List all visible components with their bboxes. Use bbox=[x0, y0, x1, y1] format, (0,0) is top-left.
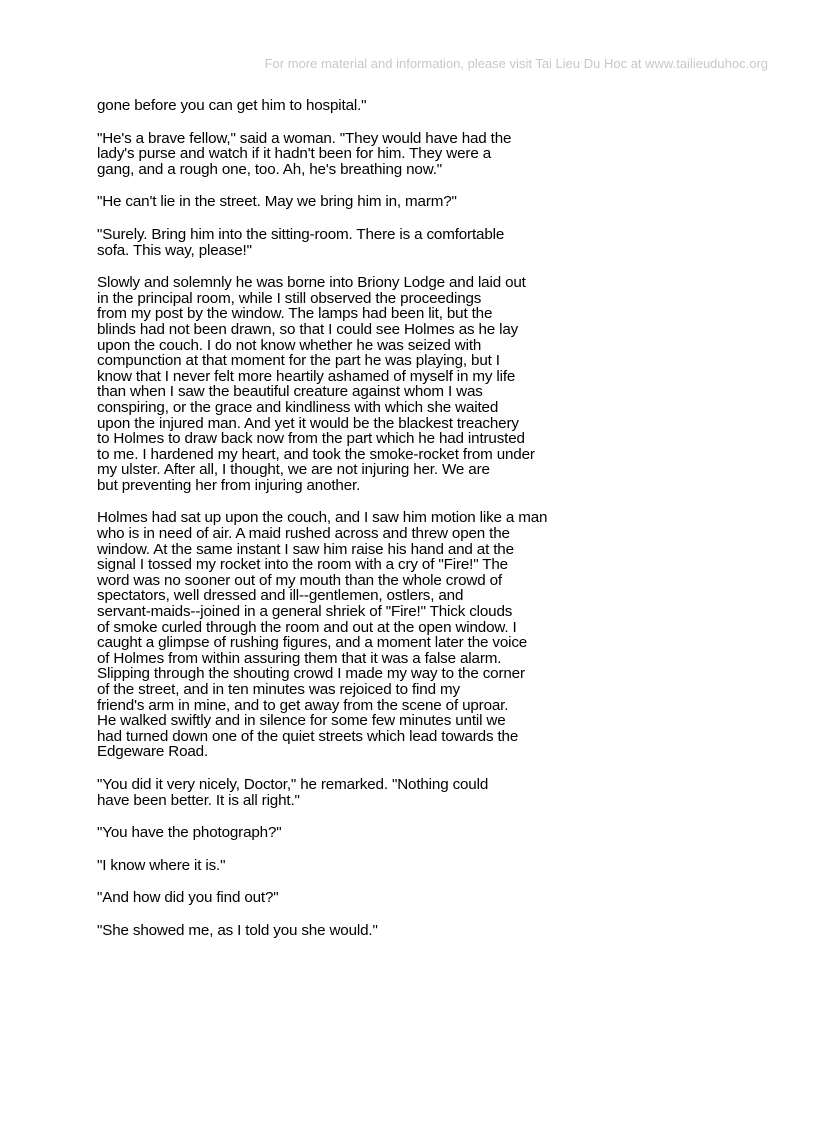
text-line: He walked swiftly and in silence for some few minutes until we bbox=[97, 712, 506, 730]
text-line: have been better. It is all right." bbox=[97, 791, 300, 809]
text-line: spectators, well dressed and ill--gentlemen, ostlers, and bbox=[97, 587, 464, 605]
text-line: "He can't lie in the street. May we bring him in, marm?" bbox=[97, 193, 457, 211]
paragraph bbox=[97, 890, 577, 906]
text-line: Edgeware Road. bbox=[97, 743, 209, 761]
text-line: Holmes had sat up upon the couch, and I saw him motion like a man bbox=[97, 509, 548, 527]
text-line: sofa. This way, please!" bbox=[97, 241, 252, 259]
text-line: upon the couch. I do not know whether he was seized with bbox=[97, 336, 482, 354]
paragraph bbox=[97, 858, 577, 874]
text-line: know that I never felt more heartily ashamed of myself in my life bbox=[97, 367, 516, 385]
text-line: in the principal room, while I still observed the proceedings bbox=[97, 289, 482, 307]
text-line: friend's arm in mine, and to get away from the scene of uproar. bbox=[97, 696, 509, 714]
text-line: conspiring, or the grace and kindliness with which she waited bbox=[97, 398, 499, 416]
paragraph bbox=[97, 194, 577, 210]
text-line: "Surely. Bring him into the sitting-room. There is a comfortable bbox=[97, 225, 505, 243]
text-line: servant-maids--joined in a general shriek of "Fire!" Thick clouds bbox=[97, 603, 513, 621]
text-line: signal I tossed my rocket into the room with a cry of "Fire!" The bbox=[97, 556, 508, 574]
text-line: "And how did you find out?" bbox=[97, 889, 279, 907]
text-line: of Holmes from within assuring them that it was a false alarm. bbox=[97, 649, 502, 667]
text-line: upon the injured man. And yet it would be the blackest treachery bbox=[97, 414, 519, 432]
paragraph bbox=[97, 275, 577, 493]
text-line: who is in need of air. A maid rushed across and threw open the bbox=[97, 525, 510, 543]
text-line: "You have the photograph?" bbox=[97, 824, 282, 842]
paragraph bbox=[97, 131, 577, 178]
header-notice: For more material and information, please visit Tai Lieu Du Hoc at www.tailieuduhoc.org bbox=[264, 56, 768, 71]
text-line: gang, and a rough one, too. Ah, he's breathing now." bbox=[97, 160, 443, 178]
paragraph bbox=[97, 777, 577, 808]
text-line: Slowly and solemnly he was borne into Briony Lodge and laid out bbox=[97, 274, 526, 292]
text-line: window. At the same instant I saw him raise his hand and at the bbox=[97, 540, 514, 558]
text-line: had turned down one of the quiet streets which lead towards the bbox=[97, 727, 519, 745]
text-line: "You did it very nicely, Doctor," he remarked. "Nothing could bbox=[97, 775, 489, 793]
text-line: from my post by the window. The lamps had been lit, but the bbox=[97, 305, 493, 323]
document-body bbox=[97, 98, 577, 956]
text-line: compunction at that moment for the part he was playing, but I bbox=[97, 352, 500, 370]
text-line: gone before you can get him to hospital." bbox=[97, 97, 367, 114]
text-line: my ulster. After all, I thought, we are not injuring her. We are bbox=[97, 461, 490, 479]
text-line: to me. I hardened my heart, and took the smoke-rocket from under bbox=[97, 445, 535, 463]
text-line: of smoke curled through the room and out at the open window. I bbox=[97, 618, 517, 636]
text-line: "I know where it is." bbox=[97, 856, 226, 874]
text-line: than when I saw the beautiful creature against whom I was bbox=[97, 383, 483, 401]
text-line: of the street, and in ten minutes was rejoiced to find my bbox=[97, 681, 460, 698]
text-line: word was no sooner out of my mouth than the whole crowd of bbox=[97, 571, 502, 589]
paragraph bbox=[97, 510, 577, 760]
paragraph bbox=[97, 923, 577, 939]
text-line: but preventing her from injuring another. bbox=[97, 476, 361, 494]
text-line: caught a glimpse of rushing figures, and a moment later the voice bbox=[97, 634, 528, 652]
text-line: "She showed me, as I told you she would." bbox=[97, 921, 378, 939]
text-line: Slipping through the shouting crowd I made my way to the corner bbox=[97, 665, 525, 683]
paragraph bbox=[97, 227, 577, 258]
text-line: blinds had not been drawn, so that I could see Holmes as he lay bbox=[97, 320, 519, 338]
paragraph bbox=[97, 825, 577, 841]
paragraph bbox=[97, 98, 577, 114]
text-line: "He's a brave fellow," said a woman. "They would have had the bbox=[97, 129, 512, 147]
text-line: to Holmes to draw back now from the part which he had intrusted bbox=[97, 430, 525, 448]
text-line: lady's purse and watch if it hadn't been for him. They were a bbox=[97, 145, 491, 163]
